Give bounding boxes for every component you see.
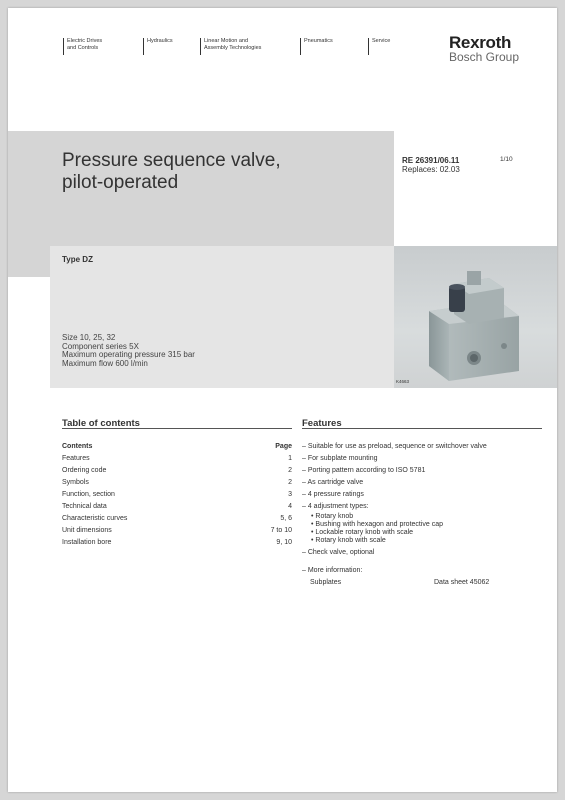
feature-item: – As cartridge valve [302,479,364,486]
toc-row[interactable]: Features 1 [62,455,292,462]
document-reference [402,156,460,174]
nav-pneumatics[interactable]: Pneumatics [300,38,333,55]
feature-item: – 4 pressure ratings [302,491,364,498]
nav-linear-motion[interactable]: Linear Motion and Assembly Technologies [200,38,261,55]
more-info-label: – More information: [302,567,363,574]
type-label: Type DZ [62,255,93,264]
datasheet-link[interactable]: Data sheet 45062 [434,579,490,586]
datasheet-page [8,8,557,792]
feature-item: – Porting pattern according to ISO 5781 [302,467,426,474]
toc-heading: Table of contents [62,418,140,429]
spec-flow: Maximum flow 600 l/min [62,358,148,368]
feature-item: – For subplate mounting [302,455,378,462]
toc-col-page: Page [275,443,292,450]
adjustment-type: • Rotary knob with scale [311,537,386,544]
nav-hydraulics[interactable]: Hydraulics [143,38,173,55]
feature-item: – Suitable for use as preload, sequence or switchover valve [302,443,487,450]
toc-row[interactable]: Characteristic curves 5, 6 [62,515,292,522]
table-of-contents [62,441,292,549]
valve-illustration [394,246,557,388]
adjustment-type: • Rotary knob [311,513,354,520]
toc-row[interactable]: Technical data 4 [62,503,292,510]
brand-subtitle: Bosch Group [448,50,519,64]
toc-header-row [62,441,292,453]
spec-pressure: Maximum operating pressure 315 bar [62,350,195,359]
features-heading: Features [302,418,342,429]
spec-series: Component series 5X [62,341,139,351]
brand-name: Rexroth [448,33,512,52]
toc-row[interactable]: Installation bore 9, 10 [62,539,292,546]
document-title: Pressure sequence valve, pilot-operated [62,150,281,193]
adjustment-type: • Bushing with hexagon and protective cap [311,521,444,528]
adjustment-type: • Lockable rotary knob with scale [311,529,414,536]
toc-row[interactable]: Unit dimensions 7 to 10 [62,527,292,534]
valve-photo [394,246,557,388]
nav-service[interactable]: Service [368,38,390,55]
toc-col-contents: Contents [62,443,93,450]
spec-size: Size 10, 25, 32 [62,333,116,342]
page-number: 1/10 [500,156,513,163]
features-list [302,441,542,589]
photo-label: K4663 [396,379,410,384]
spec-summary [62,334,195,368]
replaces-note: Replaces: 02.03 [402,165,460,174]
toc-row[interactable]: Ordering code 2 [62,467,292,474]
brand-logo [449,34,519,64]
toc-row[interactable]: Function, section 3 [62,491,292,498]
feature-item: – 4 adjustment types: [302,503,369,510]
subplates-label: Subplates [310,579,342,586]
feature-item: – Check valve, optional [302,549,375,556]
nav-electric-drives[interactable]: Electric Drives and Controls [63,38,102,55]
toc-row[interactable]: Symbols 2 [62,479,292,486]
reference-number: RE 26391/06.11 [402,156,460,165]
more-info-row [302,577,542,589]
